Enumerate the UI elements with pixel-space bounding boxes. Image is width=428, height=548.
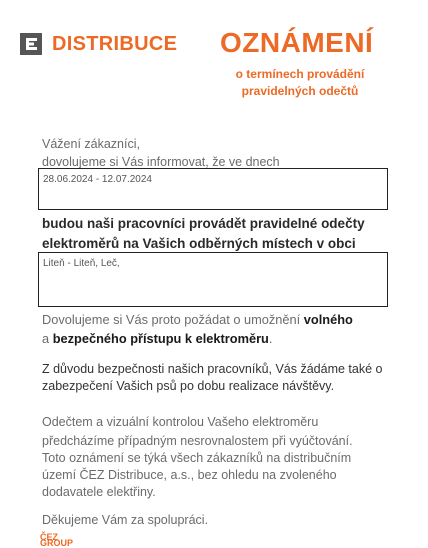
statement-line-1: budou naši pracovníci provádět pravidelné odečty xyxy=(42,216,365,231)
access-end: . xyxy=(268,331,273,346)
brand-logo xyxy=(20,33,177,55)
footer-brand: ČEZ GROUP xyxy=(40,532,74,548)
page-title: OZNÁMENÍ xyxy=(220,27,374,58)
info-line-3: Toto oznámení se týká všech zákazníků na distribučním xyxy=(42,451,352,465)
access-request-line-2 xyxy=(42,330,272,348)
info-line-1: Odečtem a vizuální kontrolou Vašeho elektroměru xyxy=(42,415,319,429)
info-line-5: dodavatele elektřiny. xyxy=(42,485,156,499)
locations: Liteň - Liteň, Leč, xyxy=(43,258,120,269)
subtitle-line-2: pravidelných odečtů xyxy=(241,84,359,98)
cez-logo-mark-icon xyxy=(20,33,42,55)
thanks: Děkujeme Vám za spolupráci. xyxy=(42,513,209,527)
access-bold-2: bezpečného přístupu k elektroměru xyxy=(52,331,269,346)
access-line2-pre: a xyxy=(42,331,53,346)
access-pre: Dovolujeme si Vás proto požádat o umožnění xyxy=(42,312,304,327)
info-line-2: předcházíme případným nesrovnalostem při vyúčtování. xyxy=(42,434,353,448)
date-range-box xyxy=(38,168,388,210)
access-request-line-1 xyxy=(42,311,353,329)
statement-line-2: elektroměrů na Vašich odběrných místech v obci xyxy=(42,236,356,251)
salutation: Vážení zákazníci, xyxy=(42,137,140,151)
page-subtitle xyxy=(220,66,380,100)
brand-name: DISTRIBUCE xyxy=(52,33,178,55)
access-bold-1: volného xyxy=(303,312,353,327)
intro-text: dovolujeme si Vás informovat, že ve dnech xyxy=(42,155,280,169)
safety-line-1: Z důvodu bezpečnosti našich pracovníků, Vás žádáme také o xyxy=(42,362,383,376)
subtitle-line-1: o termínech provádění xyxy=(235,67,365,81)
locations-box xyxy=(38,252,388,307)
info-line-4: území ČEZ Distribuce, a.s., bez ohledu na zvoleného xyxy=(42,468,337,482)
date-range: 28.06.2024 - 12.07.2024 xyxy=(43,174,152,185)
safety-line-2: zabezpečení Vašich psů po dobu realizace návštěvy. xyxy=(42,379,335,393)
